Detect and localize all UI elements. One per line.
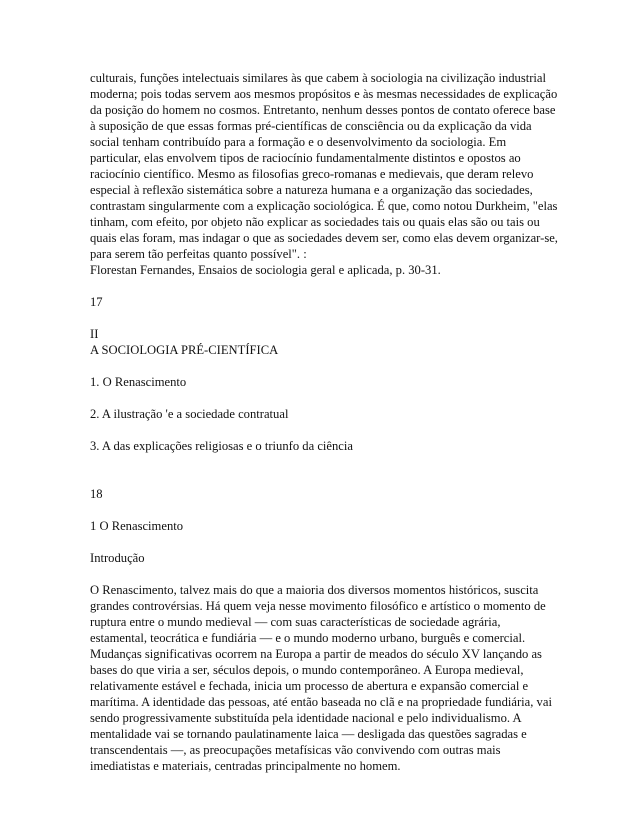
opening-paragraph: culturais, funções intelectuais similares às que cabem à sociologia na civilização industrial moderna; pois todas servem aos mesmos propósitos e às mesmas necessidades de explicação da posição do homem no cosmos. Entretanto, nenhum desses pontos de contato oferece base à suposição de que essas formas pré-científicas de consciência ou da explicação da vida social tenham contribuído para a formação e o desenvolvimento da sociologia. Em particular, elas envolvem tipos de raciocínio fundamentalmente distintos e opostos ao raciocínio científico. Mesmo as filosofias greco-romanas e medievais, que deram relevo especial à reflexão sistemática sobre a natureza humana e a organização das sociedades, contrastam singularmente com a explicação sociológica. É que, como notou Durkheim, "elas tinham, com efeito, por objeto não explicar as sociedades tais ou quais elas são ou tais ou quais elas foram, mas indagar o que as sociedades devem ser, como elas devem organizar-se, para serem tão perfeitas quanto possível". : bbox=[90, 71, 558, 261]
page-number: 17 bbox=[90, 295, 103, 309]
toc-item: 2. A ilustração 'e a sociedade contratual bbox=[90, 407, 289, 421]
toc-item: 3. A das explicações religiosas e o triunfo da ciência bbox=[90, 439, 353, 453]
section-heading: Introdução bbox=[90, 551, 145, 565]
intro-paragraph: O Renascimento, talvez mais do que a maioria dos diversos momentos históricos, suscita grandes controvérsias. Há quem veja nesse movimento filosófico e artístico o momento de ruptura entre o mundo medieval — com suas características de sociedade agrária, estamental, teocrática e fundiária — e o mundo moderno urbano, burguês e comercial. Mudanças significativas ocorrem na Europa a partir de meados do século XV lançando as bases do que viria a ser, séculos depois, o mundo contemporâneo. A Europa medieval, relativamente estável e fechada, inicia um processo de abertura e expansão comercial e marítima. A identidade das pessoas, até então baseada no clã e na propriedade fundiária, vai sendo progressivamente substituída pela identidade nacional e pelo individualismo. A mentalidade vai se tornando paulatinamente laica — desligada das questões sagradas e transcendentais —, as preocupações metafísicas vão convivendo com outras mais imediatistas e materiais, centradas principalmente no homem. bbox=[90, 583, 552, 773]
chapter-heading: 1 O Renascimento bbox=[90, 519, 184, 533]
citation: Florestan Fernandes, Ensaios de sociologia geral e aplicada, p. 30-31. bbox=[90, 263, 441, 277]
page-number: 18 bbox=[90, 487, 103, 501]
part-numeral: II bbox=[90, 327, 99, 341]
toc-item: 1. O Renascimento bbox=[90, 375, 187, 389]
part-title: A SOCIOLOGIA PRÉ-CIENTÍFICA bbox=[90, 343, 279, 357]
document-page bbox=[90, 70, 560, 774]
